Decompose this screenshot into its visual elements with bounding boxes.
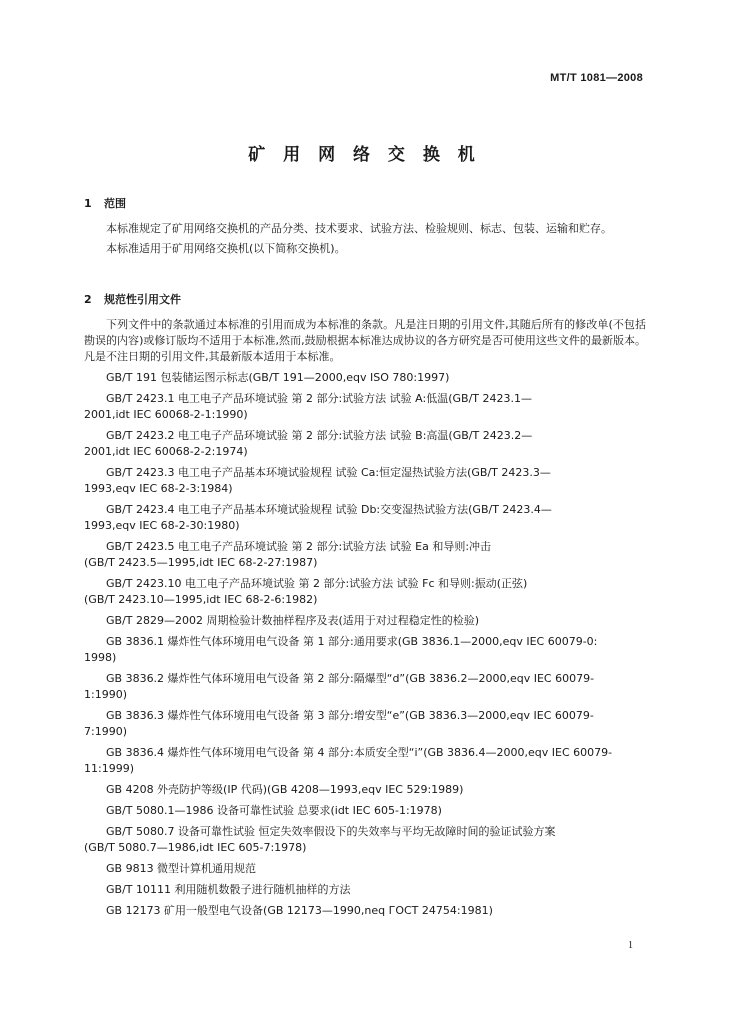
section-2-number: 2 xyxy=(84,293,92,306)
reference-line: GB 3836.2 爆炸性气体环境用电气设备 第 2 部分:隔爆型“d”(GB 3836.2—2000,eqv IEC 60079- xyxy=(106,672,595,685)
reference-line: GB/T 2423.3 电工电子产品基本环境试验规程 试验 Ca:恒定湿热试验方法(GB/T 2423.3— xyxy=(106,466,551,479)
section-1-number: 1 xyxy=(84,197,92,210)
reference-item xyxy=(84,391,646,423)
reference-line: GB/T 2423.4 电工电子产品基本环境试验规程 试验 Db:交变湿热试验方法(GB/T 2423.4— xyxy=(106,503,552,516)
reference-continuation: 7:1990) xyxy=(84,725,127,738)
reference-item xyxy=(84,613,646,629)
reference-continuation: (GB/T 5080.7—1986,idt IEC 605-7:1978) xyxy=(84,841,307,854)
reference-item xyxy=(84,882,646,898)
reference-item xyxy=(84,370,646,386)
reference-line: GB/T 10111 利用随机数骰子进行随机抽样的方法 xyxy=(106,883,351,896)
reference-continuation: 1993,eqv IEC 68-2-3:1984) xyxy=(84,482,233,495)
reference-line: GB 4208 外壳防护等级(IP 代码)(GB 4208—1993,eqv IEC 529:1989) xyxy=(106,783,464,796)
section-1-title: 范围 xyxy=(104,197,126,210)
standard-code: MT/T 1081—2008 xyxy=(550,72,643,84)
reference-line: GB/T 191 包装储运图示标志(GB/T 191—2000,eqv ISO 780:1997) xyxy=(106,371,450,384)
reference-item xyxy=(84,708,646,740)
reference-continuation: (GB/T 2423.5—1995,idt IEC 68-2-27:1987) xyxy=(84,556,318,569)
scope-paragraph-2: 本标准适用于矿用网络交换机(以下简称交换机)。 xyxy=(106,242,346,255)
reference-item xyxy=(84,782,646,798)
reference-item xyxy=(84,903,646,919)
reference-item xyxy=(84,502,646,534)
reference-line: GB 12173 矿用一般型电气设备(GB 12173—1990,neq ГОСТ 24754:1981) xyxy=(106,904,493,917)
reference-continuation: 1993,eqv IEC 68-2-30:1980) xyxy=(84,519,240,532)
reference-line: GB 3836.1 爆炸性气体环境用电气设备 第 1 部分:通用要求(GB 3836.1—2000,eqv IEC 60079-0: xyxy=(106,635,598,648)
reference-list xyxy=(84,370,646,919)
reference-item xyxy=(84,428,646,460)
reference-continuation: 2001,idt IEC 60068-2-2:1974) xyxy=(84,445,248,458)
reference-line: GB/T 2423.1 电工电子产品环境试验 第 2 部分:试验方法 试验 A:低温(GB/T 2423.1— xyxy=(106,392,532,405)
reference-continuation: 1998) xyxy=(84,651,117,664)
reference-continuation: 11:1999) xyxy=(84,762,134,775)
references-intro: 下列文件中的条款通过本标准的引用而成为本标准的条款。凡是注日期的引用文件,其随后所有的修改单(不包括勘误的内容)或修订版均不适用于本标准,然而,鼓励根据本标准达成协议的各方研究是否可使用这些文件的最新版本。凡是不注日期的引用文件,其最新版本适用于本标准。 xyxy=(84,318,646,363)
reference-continuation: 2001,idt IEC 60068-2-1:1990) xyxy=(84,408,248,421)
section-2 xyxy=(84,292,646,919)
document-title: 矿 用 网 络 交 换 机 xyxy=(248,145,481,165)
reference-line: GB/T 2423.5 电工电子产品环境试验 第 2 部分:试验方法 试验 Ea 和导则:冲击 xyxy=(106,540,492,553)
reference-item xyxy=(84,861,646,877)
section-1 xyxy=(84,196,646,257)
section-1-heading xyxy=(84,196,646,212)
reference-line: GB 3836.4 爆炸性气体环境用电气设备 第 4 部分:本质安全型“i”(GB 3836.4—2000,eqv IEC 60079- xyxy=(106,746,613,759)
reference-continuation: 1:1990) xyxy=(84,688,127,701)
reference-item xyxy=(84,634,646,666)
reference-line: GB/T 5080.1—1986 设备可靠性试验 总要求(idt IEC 605-1:1978) xyxy=(106,804,442,817)
scope-paragraph-1: 本标准规定了矿用网络交换机的产品分类、技术要求、试验方法、检验规则、标志、包装、运输和贮存。 xyxy=(106,222,612,235)
reference-line: GB/T 2423.2 电工电子产品环境试验 第 2 部分:试验方法 试验 B:高温(GB/T 2423.2— xyxy=(106,429,533,442)
page-number: 1 xyxy=(628,940,633,951)
reference-item xyxy=(84,803,646,819)
reference-item xyxy=(84,824,646,856)
reference-item xyxy=(84,539,646,571)
reference-item xyxy=(84,671,646,703)
reference-item xyxy=(84,745,646,777)
reference-line: GB/T 2829—2002 周期检验计数抽样程序及表(适用于对过程稳定性的检验) xyxy=(106,614,480,627)
reference-line: GB/T 5080.7 设备可靠性试验 恒定失效率假设下的失效率与平均无故障时间的验证试验方案 xyxy=(106,825,556,838)
reference-item xyxy=(84,576,646,608)
reference-line: GB 9813 微型计算机通用规范 xyxy=(106,862,257,875)
reference-continuation: (GB/T 2423.10—1995,idt IEC 68-2-6:1982) xyxy=(84,593,318,606)
reference-line: GB 3836.3 爆炸性气体环境用电气设备 第 3 部分:增安型“e”(GB 3836.3—2000,eqv IEC 60079- xyxy=(106,709,594,722)
reference-line: GB/T 2423.10 电工电子产品环境试验 第 2 部分:试验方法 试验 Fc 和导则:振动(正弦) xyxy=(106,577,528,590)
section-2-heading xyxy=(84,292,646,308)
reference-item xyxy=(84,465,646,497)
section-2-title: 规范性引用文件 xyxy=(104,293,181,306)
